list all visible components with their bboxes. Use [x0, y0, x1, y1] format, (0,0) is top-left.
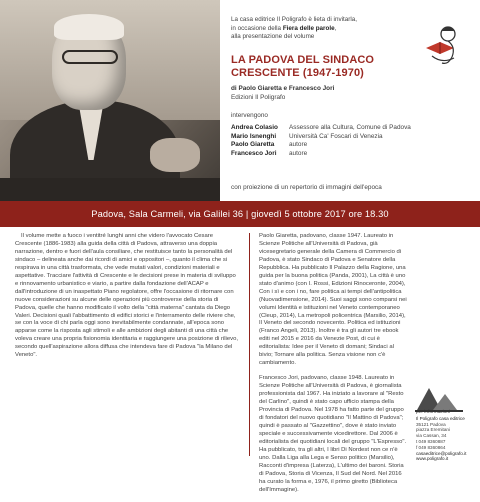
publisher-name: Edizioni Il Poligrafo	[231, 94, 286, 101]
invitation-header	[0, 0, 480, 201]
author-bios	[259, 233, 407, 502]
contact-line: Il Poligrafo casa editrice	[416, 415, 465, 421]
portrait-photo	[0, 0, 220, 201]
invite-line-2: in occasione della Fiera delle parole,	[231, 24, 337, 32]
event-location-date: Padova, Sala Carmeli, via Galilei 36 | giovedì 5 ottobre 2017 ore 18.30	[91, 209, 389, 219]
speaker-role: autore	[289, 141, 308, 149]
book-title: LA PADOVA DEL SINDACO CRESCENTE (1947-1970)	[231, 54, 375, 79]
event-name: Fiera delle parole	[282, 24, 335, 32]
column-divider	[249, 233, 250, 456]
speakers-list	[231, 124, 471, 158]
contact-line: piazza Eremitani	[416, 427, 450, 433]
invite-line-1: La casa editrice Il Poligrafo è lieta di invitarla,	[231, 16, 358, 23]
speakers-label: intervengono	[231, 112, 268, 119]
contact-info	[416, 410, 478, 462]
speaker-role: Università Ca' Foscari di Venezia	[289, 132, 383, 140]
contact-line: via Cassan, 34	[416, 433, 447, 439]
bio-giaretta: Paolo Giaretta, padovano, classe 1947. Laureato in Scienze Politiche all'Università di Padova, già vicesegretario generale della Camera di Commercio di Padova, è stato Sindaco di Padova e Senatore della Repubblica. Ha pubblicato Il Palazzo della Ragione, una guida per la buona politica (Panda, 2001), La città è uno stato d'animo (con I. Rossi, Edizioni Rinoceronte, 2004), Con i sì e con i no, fare politica ai tempi dell'antipolitica (Nuovadimensione, 2014). Suoi saggi sono comparsi nei volumi Identità e istituzioni nel Veneto contemporaneo (Cleup, 2014), La metropoli policentrica (Marsilio, 2014), Il Veneto del secondo novecento. Politica ed istituzioni (Franco Angeli, 2013). Inoltre è tra gli autori tre ebook editi nel 2015 e 2016 da Venezie Post, di cui è editorialista: Idee per il Veneto di domani; Sindaci al bivio; Tornare alla politica. Senza visione non c'è cambiamento.	[259, 233, 407, 367]
contact-label: per informazioni	[416, 410, 451, 415]
event-banner	[0, 201, 480, 227]
book-authors: di Paolo Giaretta e Francesco Jori	[231, 85, 335, 92]
projection-note: con proiezione di un repertorio di immagini dell'epoca	[231, 184, 382, 191]
contact-line: 35121 Padova	[416, 421, 446, 427]
contact-line: t 049 8360887	[416, 438, 446, 444]
speaker-role: Assessore alla Cultura, Comune di Padova	[289, 124, 411, 131]
speaker-name: Mario Isnenghi	[231, 132, 277, 140]
speaker-name: Paolo Giaretta	[231, 141, 275, 149]
book-description: Il volume mette a fuoco i ventitré lunghi anni che videro l'avvocato Cesare Crescente (1886-1983) alla guida della città di Padova, attraverso una doppia narrazione, dentro e fuori dell'aula consiliare, che restituisce tanto la personalità del sindaco – delineata anche dai ricordi di amici e oppositori –, quanto il clima che si respirava in una città trasformata, che vede mutati valori, condizioni materiali e aspettative. Tracciare l'attività di Crescente e le decisioni prese in materia di sviluppo e rinnovamento urbanistico e viario, a partire dalla fondazione dell'ACAP e dall'introduzione di un inaspettato Piano regolatore, offre l'occasione di ritornare con nuove considerazioni su alcune delle operazioni più controverse della storia di Padova, quelle che hanno modificato il volto della "città materna" cantata da Diego Valeri. Decisioni quali l'abbattimento di edifici storici e l'interramento delle riviere che, se con la voce di chi parla oggi sono inevitabilmente condannate, all'epoca sono apparse come la risposta agli stimoli e alle ambizioni degli abitanti di una città che voleva creare una propria fisionomia identitaria e raggiungere una posizione di rilievo, secondo quell'aspirazione allora diffusa che intendeva fare di Padova "la Milano del Veneto".	[15, 233, 238, 359]
invitation-text	[231, 16, 411, 42]
contact-email-link[interactable]: casaeditrice@poligrafo.it	[416, 450, 467, 456]
speaker-row	[231, 150, 471, 159]
speaker-name: Francesco Jori	[231, 149, 277, 157]
book-reader-illustration-icon	[418, 22, 468, 72]
speaker-name: Andrea Colasio	[231, 124, 278, 131]
speaker-row	[231, 133, 471, 142]
contact-website-link[interactable]: www.poligrafo.it	[416, 456, 449, 462]
publisher-logo-icon	[415, 384, 463, 412]
speaker-role: autore	[289, 149, 308, 157]
speaker-row	[231, 141, 471, 150]
bio-jori: Francesco Jori, padovano, classe 1948. Laureato in Scienze Politiche all'Università di Padova, è giornalista professionista dal 1967. Ha iniziato a lavorare al "Resto del Carlino", quindi è stato capo ufficio stampa della Provincia di Padova. Nel 1978 ha fatto parte del gruppo di fondatori del nuovo quotidiano "Il Mattino di Padova"; quindi è passato al "Gazzettino", dove è stato inviato speciale e successivamente vicedirettore. Dal 2006 è editorialista dei quotidiani locali del gruppo "L'Espresso". Ha pubblicato, tra gli altri, I libri Di Nordest non ce n'è uno. Dalla Liga alla Lega e Senso politico (Marsilio), Racconti d'impresa (Laterza), L'ultimo dei baroni. Storia di Padova, Storia di Vicenza, Il Sud del Nord. Nel 2016 ha curato la forma e, 1976, il primo giretto (Biblioteca dell'Immagine).	[259, 375, 407, 493]
contact-line: f 049 8360864	[416, 444, 446, 450]
invite-line-3: alla presentazione del volume	[231, 33, 315, 41]
speaker-row	[231, 124, 471, 133]
